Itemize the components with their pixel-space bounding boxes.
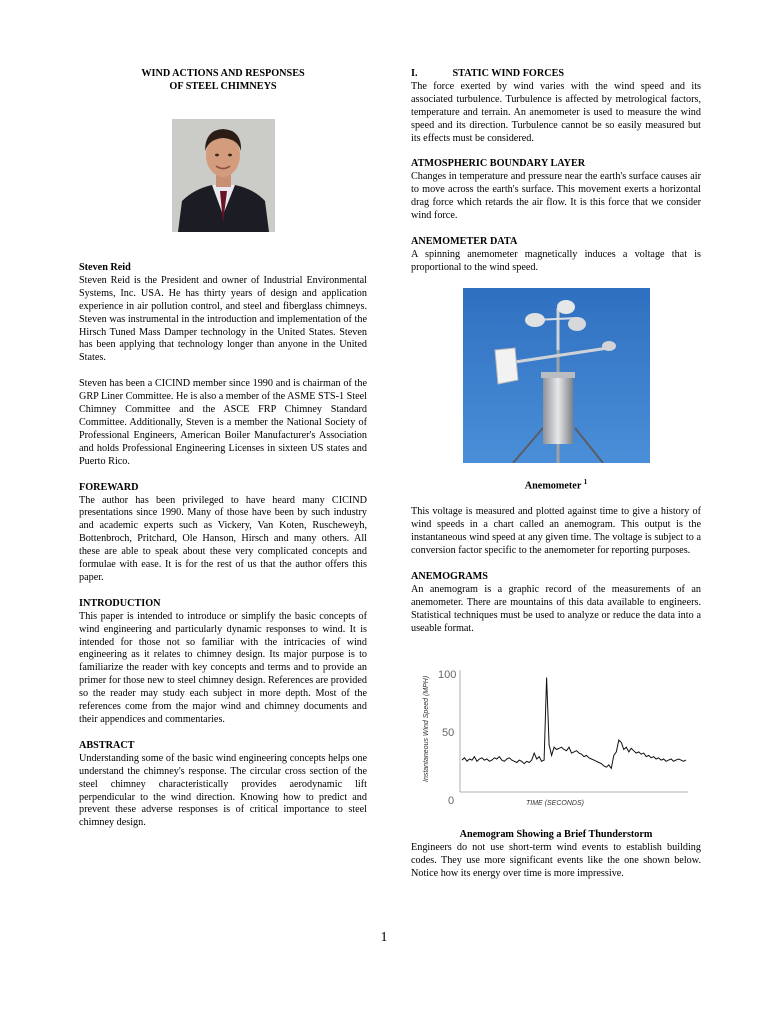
anemometer-photo	[463, 288, 650, 463]
author-bio-paragraph-2: Steven has been a CICIND member since 1990 and is chairman of the GRP Liner Committee. He is also a member of the ASME STS-1 Steel Chimney Committee and the ASCE FRP Chimney Standard Committee. Additionally, Steven is a member the National Society of Professional Engineers, American Boiler Manufacturer's Association and holds Professional Engineering Licenses in sixteen US states and Puerto Rico.	[79, 378, 367, 467]
y-tick-50: 50	[442, 727, 455, 739]
left-column	[79, 262, 367, 830]
author-photo	[172, 119, 275, 232]
section-1-text: The force exerted by wind varies with the wind speed and its associated turbulence. Turbulence is affected by metrological factors, temperature and terrain. An anemometer is used to measure the wind speed and its direction. Turbulence cannot be so easily measured but its effects must be considered.	[411, 80, 701, 144]
title-line-2: OF STEEL CHIMNEYS	[169, 80, 277, 92]
right-column-bottom	[411, 829, 701, 881]
right-column-top	[411, 68, 701, 275]
section-1-heading	[411, 68, 701, 81]
author-bio-paragraph-1: Steven Reid is the President and owner of Industrial Environmental Systems, Inc. USA. He has thirty years of design and application experience in air pollution control, and steel and fiberglass chimneys. Steven was instrumental in the introduction and implementation of the Hirsch Tuned Mass Damper technology in the United States. Steven has been applying that technology longer than anyone in the United States.	[79, 274, 367, 364]
boundary-layer-heading: ATMOSPHERIC BOUNDARY LAYER	[411, 158, 586, 170]
anemograms-text: An anemogram is a graphic record of the measurements of an anemometer. There are mountains of this data available to engineers. Statistical techniques must be used to analyze or reduce the data into a useable format.	[411, 583, 701, 634]
paper-title	[79, 68, 367, 94]
introduction-text: This paper is intended to introduce or simplify the basic concepts of wind engineering and particularly dynamic responses to wind. It is intended for those not so familiar with the intricacies of wind engineering as it relates to chimney design. Its major purpose is to familiarize the reader with key concepts and terms and to provide an primer for those new to steel chimney design. References are provided so the reader may study each subject in more depth. Most of the references come from the major wind and chimney documents and their appendices and commentaries.	[79, 610, 367, 725]
abstract-text: Understanding some of the basic wind engineering concepts helps one understand the chimney's response. The circular cross section of the steel chimney characteristically provides aerodynamic lift perpendicular to the wind direction. Knowing how to predict and prevent these adverse responses is of critical importance to steel chimney design.	[79, 752, 367, 829]
voltage-text: This voltage is measured and plotted against time to give a history of wind speeds in a chart called an anemogram. This output is the instantaneous wind speed at any given time. The voltage is subject to a conversion factor specific to the anemometer for reporting purposes.	[411, 506, 701, 557]
abstract-heading: ABSTRACT	[79, 739, 135, 751]
anemometer-caption: Anemometer $^1$	[524, 478, 588, 492]
author-name: Steven Reid	[79, 262, 131, 273]
series-line-0	[462, 678, 686, 769]
y-tick-0: 0	[448, 795, 455, 807]
introduction-heading: INTRODUCTION	[79, 597, 161, 609]
after-chart-text: Engineers do not use short-term wind events to establish building codes. They use more significant events like the one shown below. Notice how its energy over time is more impressive.	[411, 841, 701, 879]
y-axis-label: Instantaneous Wind Speed (MPH)	[423, 675, 430, 782]
anemometer-caption-footnote: 1	[583, 478, 588, 486]
anemogram-chart	[418, 662, 696, 812]
x-axis-label: TIME (SECONDS)	[526, 800, 584, 807]
anemometer-data-heading: ANEMOMETER DATA	[411, 235, 518, 247]
page-number: 1	[380, 930, 388, 945]
y-tick-100: 100	[438, 669, 457, 681]
title-line-1: WIND ACTIONS AND RESPONSES	[141, 68, 305, 79]
foreward-text: The author has been privileged to have heard many CICIND presentations since 1990. Many of those have been by such industry and academic experts such as Vickery, Van Koten, Ruscheweyh, Bottenbroch, Pritchard, Ole Hanson, Hirsch and many others. All these are able to speak about these very complicated concepts and formulae with ease. It is for the rest of us that the author offers this paper.	[79, 494, 367, 583]
section-1-title: STATIC WIND FORCES	[452, 68, 565, 79]
anemogram-caption: Anemogram Showing a Brief Thunderstorm	[459, 829, 653, 840]
boundary-layer-text: Changes in temperature and pressure near the earth's surface causes air to move across the earth's surface. This movement exerts a horizontal drag force which retards the air flow. It is this force that we consider wind force.	[411, 171, 701, 222]
wind-speed-series	[462, 678, 686, 769]
right-column-middle	[411, 476, 701, 635]
section-1-number: I.	[411, 68, 418, 79]
anemometer-data-text: A spinning anemometer magnetically induces a voltage that is proportional to the wind speed.	[411, 248, 701, 273]
anemograms-heading: ANEMOGRAMS	[411, 570, 488, 582]
foreward-heading: FOREWARD	[79, 481, 139, 493]
